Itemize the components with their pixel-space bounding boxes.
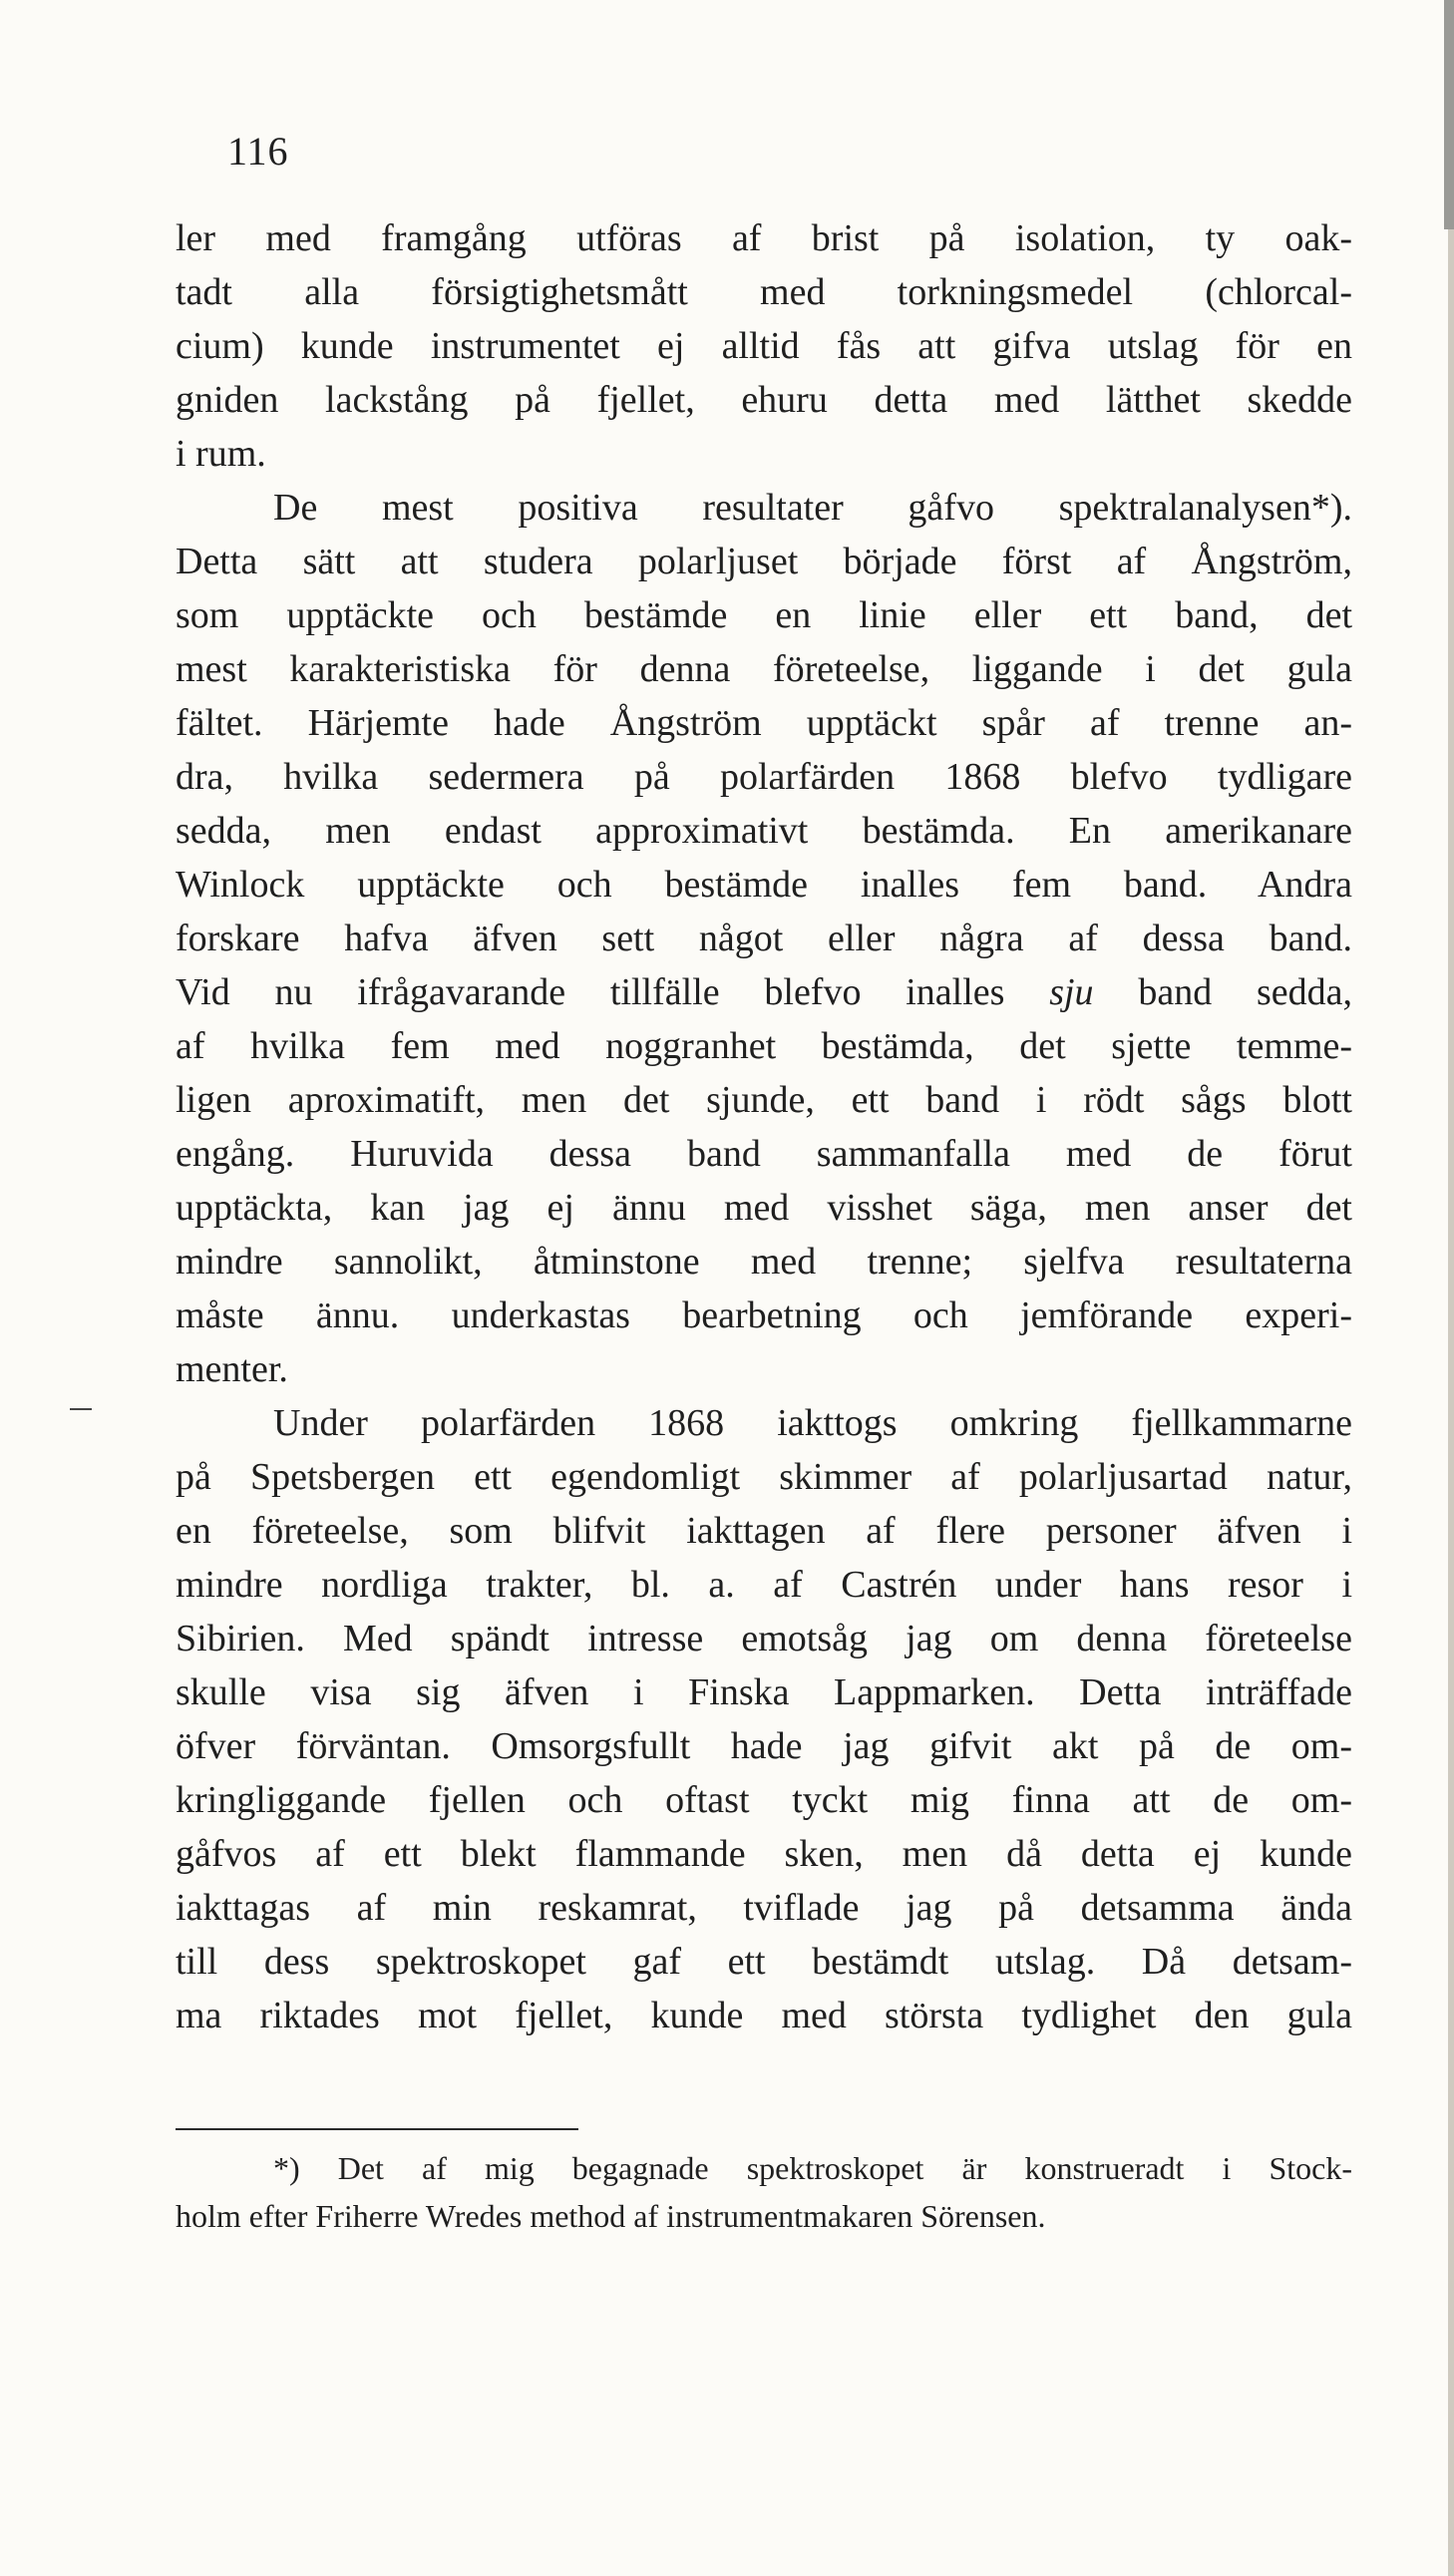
text-segment: Vid nu ifrågavarande tillfälle blefvo inalles [176,971,1050,1013]
text-line: gåfvos af ett blekt flammande sken, men då detta ej kunde [176,1833,1352,1875]
text-line: som upptäckte och bestämde en linie eller ett band, det [176,594,1352,636]
text-line: Sibirien. Med spändt intresse emotsåg jag om denna företeelse [176,1618,1352,1659]
text-line: ler med framgång utföras af brist på isolation, ty oak- [176,217,1352,259]
text-line: tadt alla försigtighetsmått med torkningsmedel (chlorcal- [176,271,1352,313]
text-line: till dess spektroskopet gaf ett bestämdt utslag. Då detsam- [176,1941,1352,1983]
footnote [176,2144,1352,2240]
text-line: mindre sannolikt, åtminstone med trenne; sjelfva resultaterna [176,1241,1352,1283]
text-line: skulle visa sig äfven i Finska Lappmarken. Detta inträffade [176,1671,1352,1713]
text-line: sedda, men endast approximativt bestämda. En amerikanare [176,810,1352,852]
text-line: gniden lackstång på fjellet, ehuru detta med lätthet skedde [176,379,1352,421]
footnote-line: holm efter Friherre Wredes method af instrumentmakaren Sörensen. [176,2198,1046,2234]
text-line: ma riktades mot fjellet, kunde med största tydlighet den gula [176,1995,1352,2036]
text-line: Under polarfärden 1868 iakttogs omkring fjellkammarne [273,1402,1352,1444]
text-line-with-emphasis [176,965,1352,1019]
page-number: 116 [227,129,289,174]
margin-mark [70,1408,92,1410]
text-line: dra, hvilka sedermera på polarfärden 1868 blefvo tydligare [176,756,1352,798]
text-line: ligen aproximatift, men det sjunde, ett band i rödt sågs blott [176,1079,1352,1121]
text-line: en företeelse, som blifvit iakttagen af flere personer äfven i [176,1510,1352,1552]
page-edge [1448,0,1454,2576]
text-line: mindre nordliga trakter, bl. a. af Castrén under hans resor i [176,1564,1352,1606]
text-line: öfver förväntan. Omsorgsfullt hade jag gifvit akt på de om- [176,1725,1352,1767]
emphasized-word: sju [1049,971,1094,1013]
text-line: på Spetsbergen ett egendomligt skimmer af polarljusartad natur, [176,1456,1352,1498]
text-line: iakttagas af min reskamrat, tviflade jag på detsamma ända [176,1887,1352,1929]
text-line: De mest positiva resultater gåfvo spektralanalysen*). [273,487,1352,529]
page-edge-shadow [1444,0,1454,229]
text-line: upptäckta, kan jag ej ännu med visshet säga, men anser det [176,1187,1352,1229]
text-line: fältet. Härjemte hade Ångström upptäckt spår af trenne an- [176,702,1352,744]
text-line: i rum. [176,433,266,475]
body-text [176,211,1352,2042]
text-line: måste ännu. underkastas bearbetning och jemförande experi- [176,1294,1352,1336]
text-line: engång. Huruvida dessa band sammanfalla med de förut [176,1133,1352,1175]
text-line: Winlock upptäckte och bestämde inalles fem band. Andra [176,864,1352,906]
text-line: kringliggande fjellen och oftast tyckt mig finna att de om- [176,1779,1352,1821]
footnote-line: *) Det af mig begagnade spektroskopet är konstrueradt i Stock- [273,2150,1352,2186]
text-line: cium) kunde instrumentet ej alltid fås att gifva utslag för en [176,325,1352,367]
text-line: forskare hafva äfven sett något eller några af dessa band. [176,918,1352,959]
text-segment: band sedda, [1093,971,1352,1013]
text-line: menter. [176,1348,288,1390]
text-line: mest karakteristiska för denna företeelse, liggande i det gula [176,648,1352,690]
text-line: Detta sätt att studera polarljuset började först af Ångström, [176,541,1352,582]
footnote-divider [176,2128,578,2130]
text-line: af hvilka fem med noggranhet bestämda, det sjette temme- [176,1025,1352,1067]
